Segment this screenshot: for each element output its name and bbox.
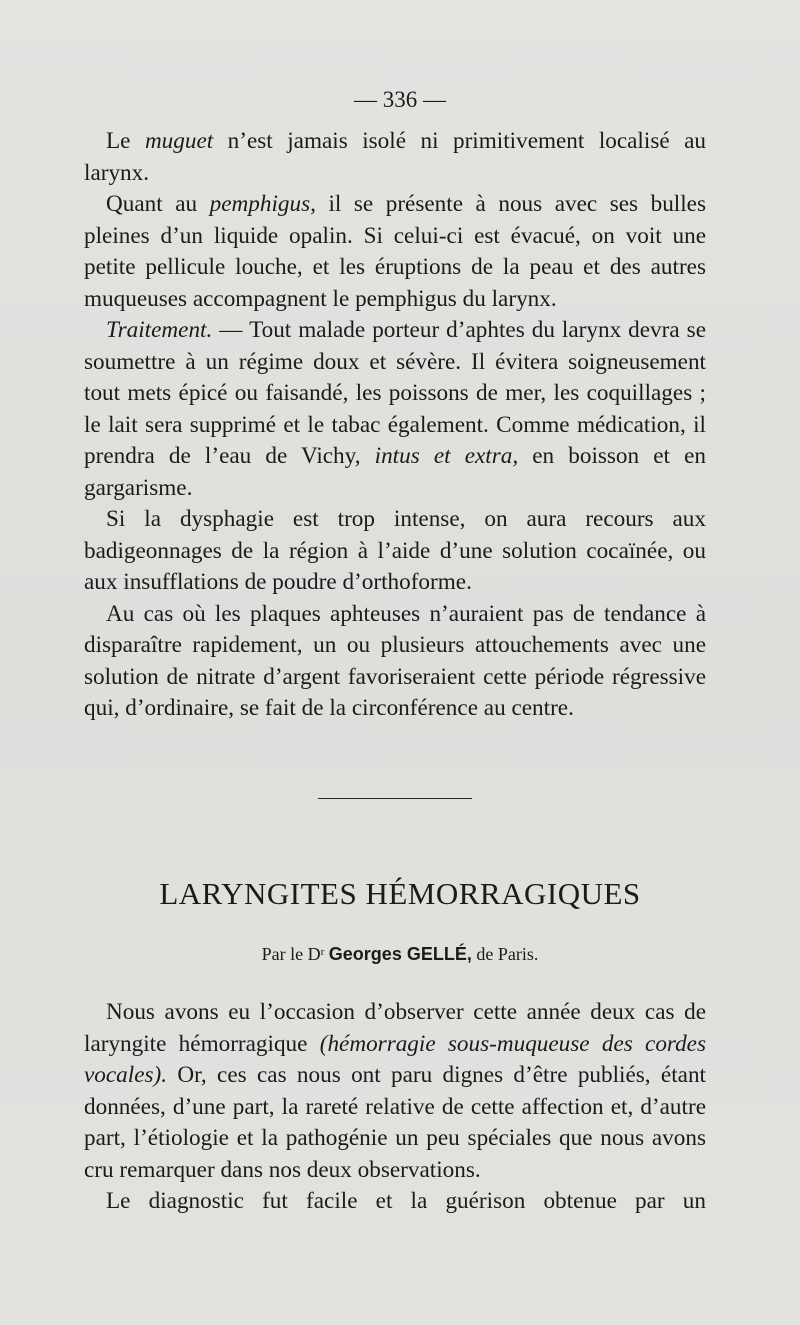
text-run: en boisson et en gargarisme. bbox=[84, 443, 706, 501]
page-number: — 336 — bbox=[354, 87, 446, 112]
text-run: Quant au bbox=[106, 191, 210, 217]
text-run: n’est jamais isolé ni primitivement localisé au larynx. bbox=[84, 128, 706, 186]
paragraph-plaques-aphteuses: Au cas où les plaques aphteuses n’auraient pas de tendance à disparaître rapidement, un ou plusieurs attouchements avec une solution de nitrate d’argent favoriseraient cette période régressive qui, d’ordinaire, se fait de la circonférence au centre. bbox=[84, 600, 706, 721]
byline bbox=[0, 940, 800, 966]
text-run: il se présente à nous avec ses bulles pleines d’un liquide opalin. Si celui-ci est évacué, on voit une petite pellicule louche, et les éruptions de la peau et des autres muqueuses accompagnent le pemphigus du larynx. bbox=[84, 191, 706, 312]
italic-term: muguet bbox=[144, 128, 214, 154]
italic-heading: Traitement. bbox=[106, 317, 213, 343]
text-run: Le bbox=[106, 128, 145, 154]
paragraph-diagnostic: Le diagnostic fut facile et la guérison obtenue par un bbox=[106, 1188, 706, 1214]
paragraph-pemphigus bbox=[84, 189, 706, 315]
byline-prefix: Par le D bbox=[261, 944, 321, 964]
paragraph-muguet bbox=[84, 126, 706, 189]
byline-superscript: r bbox=[320, 946, 325, 958]
paragraph-occasion bbox=[84, 997, 706, 1186]
section-title: LARYNGITES HÉMORRAGIQUES bbox=[159, 876, 641, 911]
italic-term: (hémorragie sous-muqueuse des cordes vocales). bbox=[84, 1030, 706, 1088]
italic-term: intus et extra, bbox=[374, 443, 519, 469]
italic-term: pemphigus, bbox=[209, 191, 316, 217]
author-name: Georges GELLÉ, bbox=[328, 944, 472, 964]
section-divider bbox=[318, 798, 472, 799]
text-block-previous-section bbox=[84, 126, 706, 725]
paragraph-traitement bbox=[84, 315, 706, 504]
text-block-laryngites bbox=[84, 997, 706, 1218]
text-run: Or, ces cas nous ont paru dignes d’être publiés, étant données, d’une part, la rareté relative de cette affection et, d’autre part, l’étiologie et la pathogénie un peu spéciales que nous avons cru remarquer dans nos deux observations. bbox=[84, 1062, 706, 1183]
paragraph-dysphagie: Si la dysphagie est trop intense, on aura recours aux badigeonnages de la région à l’aide d’une solution cocaïnée, ou aux insufflations de poudre d’orthoforme. bbox=[84, 506, 706, 595]
text-run: — Tout malade porteur d’aphtes du larynx devra se soumettre à un régime doux et sévère. Il évitera soigneusement tout mets épicé ou faisandé, les poissons de mer, les coquillages ; le lait sera supprimé et le tabac également. Comme médication, il prendra de l’eau de Vichy, bbox=[84, 317, 706, 469]
text-run: Nous avons eu l’occasion d’observer cette année deux cas de laryngite hémorragique bbox=[84, 999, 706, 1057]
byline-suffix: de Paris. bbox=[471, 944, 539, 964]
